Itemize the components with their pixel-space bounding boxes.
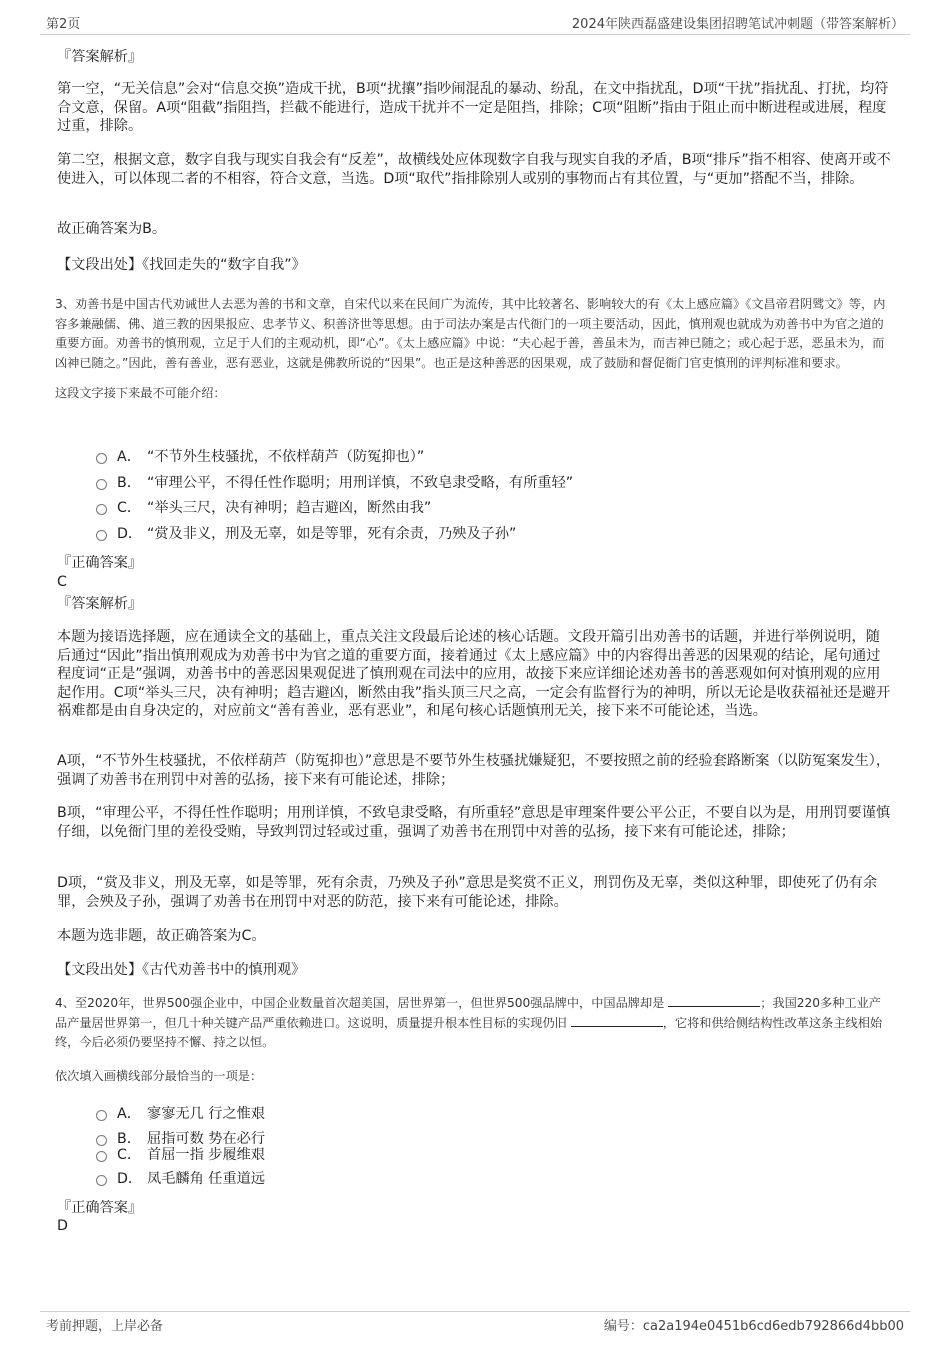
analysis-paragraph-2 [57,151,893,188]
q3-option-a[interactable] [96,448,424,466]
page-footer [0,1300,950,1345]
option-text: 屈指可数 势在必行 [147,1131,266,1147]
q3-analysis-label: 『答案解析』 [57,596,143,612]
option-letter: A． [117,449,141,465]
radio-icon[interactable] [96,1151,107,1162]
option-letter: A． [117,1106,141,1122]
q3-analysis-2 [57,752,893,789]
option-text: “举头三尺，决有神明；趋吉避凶，断然由我” [147,500,432,516]
stem-part-2: ；我国220多种工业产品产量居世界第一，但几十种关键产品严重依赖进口。这说明，质量提升根本性目标的实现仍旧 [55,996,881,1030]
header-divider [40,34,910,35]
q3-answer: C [57,574,67,590]
radio-icon[interactable] [96,504,107,515]
code-value: ca2a194e0451b6cd6edb792866d4bb00 [642,1319,904,1334]
question-text: 3、劝善书是中国古代劝诫世人去恶为善的书和文章，自宋代以来在民间广为流传，其中比较著名、影响较大的有《太上感应篇》《文昌帝君阴骘文》等，内容多兼融儒、佛、道三教的因果报应、忠孝节义、积善济世等思想。由于司法办案是古代衙门的一项主要活动，因此，慎刑观也就成为劝善书中为官之道的重要方面。劝善书的慎刑观，立足于人们的主观动机，即“心”。《太上感应篇》中说：“夫心起于善，善虽未为，而吉神已随之；或心起于恶，恶虽未为，而凶神已随之。”因此，善有善业，恶有恶业，这就是佛教所说的“因果”。也正是这种善恶的因果观，成了鼓励和督促衙门官吏慎刑的评判标准和要求。 [55,297,886,370]
q4-option-c[interactable] [96,1146,265,1164]
q3-source: 【文段出处】《古代劝善书中的慎刑观》 [57,962,306,978]
page-number: 第2页 [46,17,81,32]
option-text: 寥寥无几 行之惟艰 [147,1106,266,1122]
option-text: “赏及非义，刑及无辜，如是等罪，死有余责，乃殃及子孙” [147,526,517,542]
radio-icon[interactable] [96,453,107,464]
option-letter: C． [117,500,142,516]
question-3-prompt: 这段文字接下来最不可能介绍： [55,386,226,400]
analysis-text: B项，“审理公平，不得任性作聪明；用刑详慎，不致皂隶受略，有所重轻”意思是审理案件要公平公正，不要自以为是，用刑罚要谨慎仔细，以免衙门里的差役受贿，导致判罚过轻或过重，强调了劝善书在刑罚中对善的弘扬，接下来有可能论述，排除； [57,805,891,840]
analysis-label: 『答案解析』 [57,49,143,65]
option-letter: D． [117,1171,143,1187]
radio-icon[interactable] [96,1110,107,1121]
analysis-paragraph-1 [57,80,893,136]
option-text: 首屈一指 步履维艰 [147,1147,266,1163]
footer-divider [40,1311,910,1312]
stem-part-3: ，它将和供给侧结构性改革这条主线相始终，今后必须仍要坚持不懈、持之以恒。 [55,1015,883,1049]
q3-analysis-4 [57,874,893,911]
footer-slogan: 考前押题，上岸必备 [46,1319,164,1334]
q3-option-b[interactable] [96,474,573,492]
radio-icon[interactable] [96,479,107,490]
option-letter: D． [117,526,143,542]
analysis-text: D项，“赏及非义，刑及无辜，如是等罪，死有余责，乃殃及子孙”意思是奖赏不正义，刑罚伤及无辜，类似这种罪，即使死了仍有余罪，会殃及子孙，强调了劝善书在刑罚中对恶的防范，接下来有可能论述，排除。 [57,875,878,910]
radio-icon[interactable] [96,1135,107,1146]
conclusion-text: 故正确答案为B。 [57,221,167,237]
q3-answer-label: 『正确答案』 [57,555,143,571]
option-text: “不节外生枝骚扰，不依样葫芦（防冤抑也）” [147,449,425,465]
source-citation: 【文段出处】《找回走失的“数字自我”》 [57,257,306,273]
page-header [0,0,950,36]
q3-analysis-3 [57,804,893,841]
code-label: 编号： [603,1319,643,1334]
radio-icon[interactable] [96,530,107,541]
stem-part-1: 4、至2020年，世界500强企业中，中国企业数量首次超美国，居世界第一，但世界500强品牌中，中国品牌却是 [55,996,665,1010]
document-code [604,1315,904,1334]
radio-icon[interactable] [96,1175,107,1186]
blank-2 [571,1014,663,1027]
q3-analysis-1 [57,628,893,721]
q3-conclusion: 本题为选非题，故正确答案为C。 [57,928,266,944]
analysis-text: A项，“不节外生枝骚扰，不依样葫芦（防冤抑也）”意思是不要节外生枝骚扰嫌疑犯，不要按照之前的经验套路断案（以防冤案发生），强调了劝善书在刑罚中对善的弘扬，接下来有可能论述，排除； [57,753,891,788]
question-4-stem [55,994,893,1053]
q4-option-a[interactable] [96,1105,265,1123]
q4-answer-label: 『正确答案』 [57,1200,143,1216]
question-4-prompt: 依次填入画横线部分最恰当的一项是： [55,1069,263,1083]
q3-option-c[interactable] [96,499,431,517]
option-letter: B． [117,475,141,491]
option-text: “审理公平，不得任性作聪明；用刑详慎，不致皂隶受略，有所重轻” [147,475,574,491]
analysis-text: 第一空，“无关信息”会对“信息交换”造成干扰，B项“扰攘”指吵闹混乱的暴动、纷乱，在文中指扰乱，D项“干扰”指扰乱、打扰，均符合文意，保留。A项“阻截”指阻挡，拦截不能进行，造成干扰并不一定是阻挡，排除；C项“阻断”指由于阻止而中断进程或进展，程度过重，排除。 [57,81,889,134]
option-letter: C． [117,1147,142,1163]
option-text: 凤毛麟角 任重道远 [147,1171,266,1187]
document-title: 2024年陕西磊盛建设集团招聘笔试冲刺题（带答案解析） [571,17,904,32]
question-3-stem [55,295,893,373]
blank-1 [668,994,760,1007]
analysis-text: 本题为接语选择题，应在通读全文的基础上，重点关注文段最后论述的核心话题。文段开篇引出劝善书的话题，并进行举例说明，随后通过“因此”指出慎刑观成为劝善书中为官之道的重要方面，接着通过《太上感应篇》中的内容得出善恶的因果观的结论，尾句通过程度词“正是”强调，劝善书中的善恶因果观促进了慎刑观在司法中的应用，故接下来应详细论述劝善书的善恶观如何对慎刑观的应用起作用。C项“举头三尺，决有神明；趋吉避凶，断然由我”指头顶三尺之高，一定会有监督行为的神明，所以无论是收获福祉还是避开祸难都是由自身决定的，对应前文“善有善业，恶有恶业”，和尾句核心话题慎刑无关，接下来不可能论述，当选。 [57,629,891,719]
q3-option-d[interactable] [96,525,516,543]
question-text [55,994,893,1053]
q4-option-d[interactable] [96,1170,265,1188]
analysis-text: 第二空，根据文意，数字自我与现实自我会有“反差”，故横线处应体现数字自我与现实自我的矛盾，B项“排斥”指不相容、使离开或不使进入，可以体现二者的不相容，符合文意，当选。D项“取代”指排除别人或别的事物而占有其位置，与“更加”搭配不当，排除。 [57,152,891,187]
q4-answer: D [57,1218,68,1234]
option-letter: B． [117,1131,141,1147]
